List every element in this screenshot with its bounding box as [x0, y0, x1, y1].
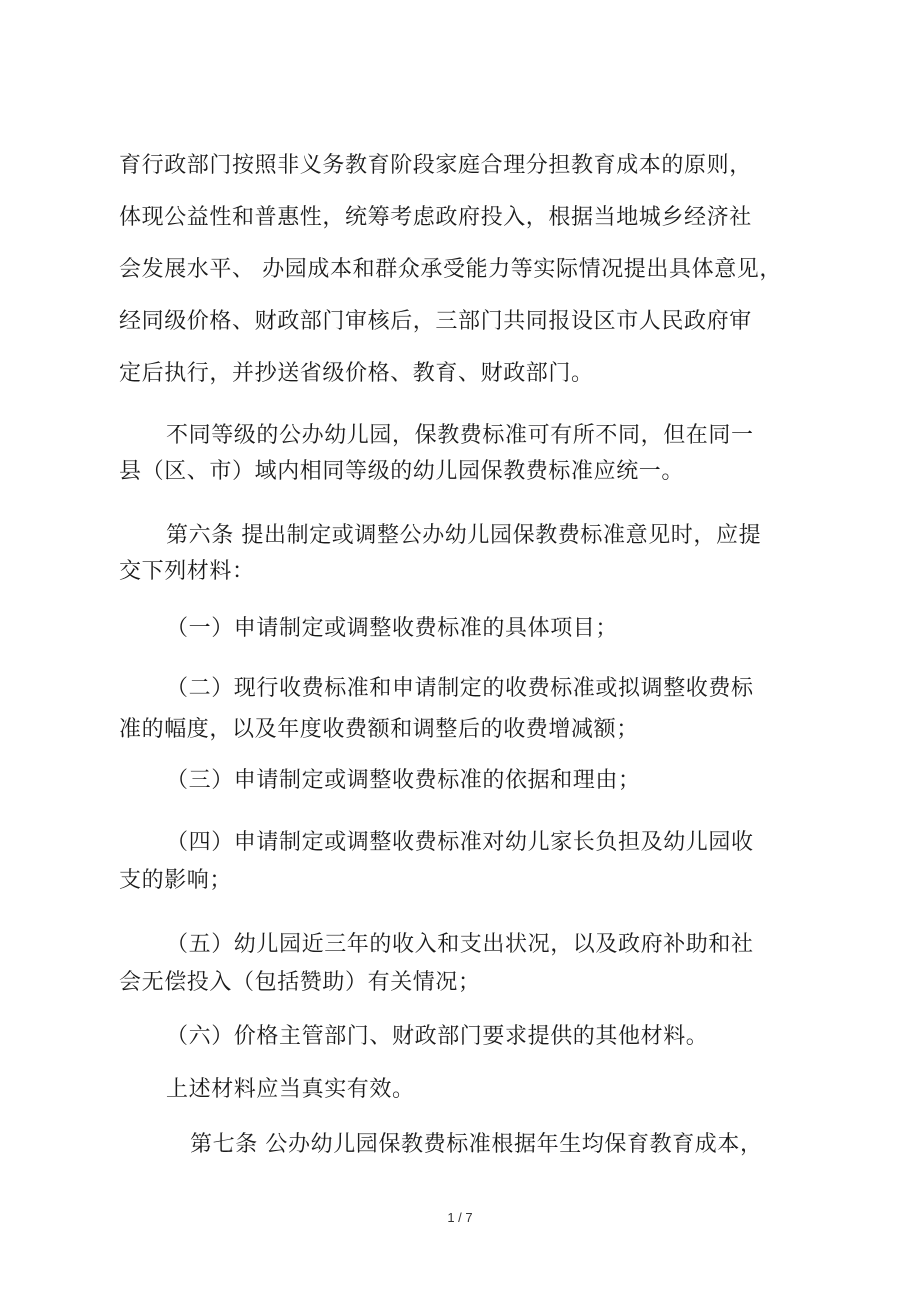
list-item-5-cont: 会无偿投入（包括赞助）有关情况；: [119, 970, 481, 995]
text-line-4: 经同级价格、财政部门审核后，三部门共同报设区市人民政府审: [119, 309, 752, 334]
text-line-1: 育行政部门按照非义务教育阶段家庭合理分担教育成本的原则，: [119, 153, 752, 178]
page-number: 1 / 7: [447, 1210, 473, 1225]
list-item-5: （五）幼儿园近三年的收入和支出状况，以及政府补助和社: [166, 932, 754, 957]
text-line-5: 定后执行，并抄送省级价格、教育、财政部门。: [119, 361, 594, 386]
text-line-9: 交下列材料：: [119, 559, 255, 584]
list-item-4: （四）申请制定或调整收费标准对幼儿家长负担及幼儿园收: [166, 830, 754, 855]
text-line-3: 会发展水平、 办园成本和群众承受能力等实际情况提出具体意见，: [119, 257, 782, 282]
list-item-2-cont: 准的幅度，以及年度收费额和调整后的收费增减额；: [119, 717, 639, 742]
text-line-2: 体现公益性和普惠性，统筹考虑政府投入，根据当地城乡经济社: [119, 205, 752, 230]
text-line-materials-valid: 上述材料应当真实有效。: [166, 1077, 415, 1102]
list-item-3: （三）申请制定或调整收费标准的依据和理由；: [166, 768, 641, 793]
text-line-7: 县（区、市）域内相同等级的幼儿园保教费标准应统一。: [119, 459, 685, 484]
article-7-heading: 第七条 公办幼儿园保教费标准根据年生均保育教育成本，: [190, 1132, 763, 1157]
list-item-1: （一）申请制定或调整收费标准的具体项目；: [166, 616, 619, 641]
list-item-4-cont: 支的影响；: [119, 868, 233, 893]
list-item-2: （二）现行收费标准和申请制定的收费标准或拟调整收费标: [166, 676, 754, 701]
list-item-6: （六）价格主管部门、财政部门要求提供的其他材料。: [166, 1024, 709, 1049]
text-line-6: 不同等级的公办幼儿园，保教费标准可有所不同，但在同一: [166, 423, 754, 448]
article-6-heading: 第六条 提出制定或调整公办幼儿园保教费标准意见时，应提: [166, 523, 762, 548]
